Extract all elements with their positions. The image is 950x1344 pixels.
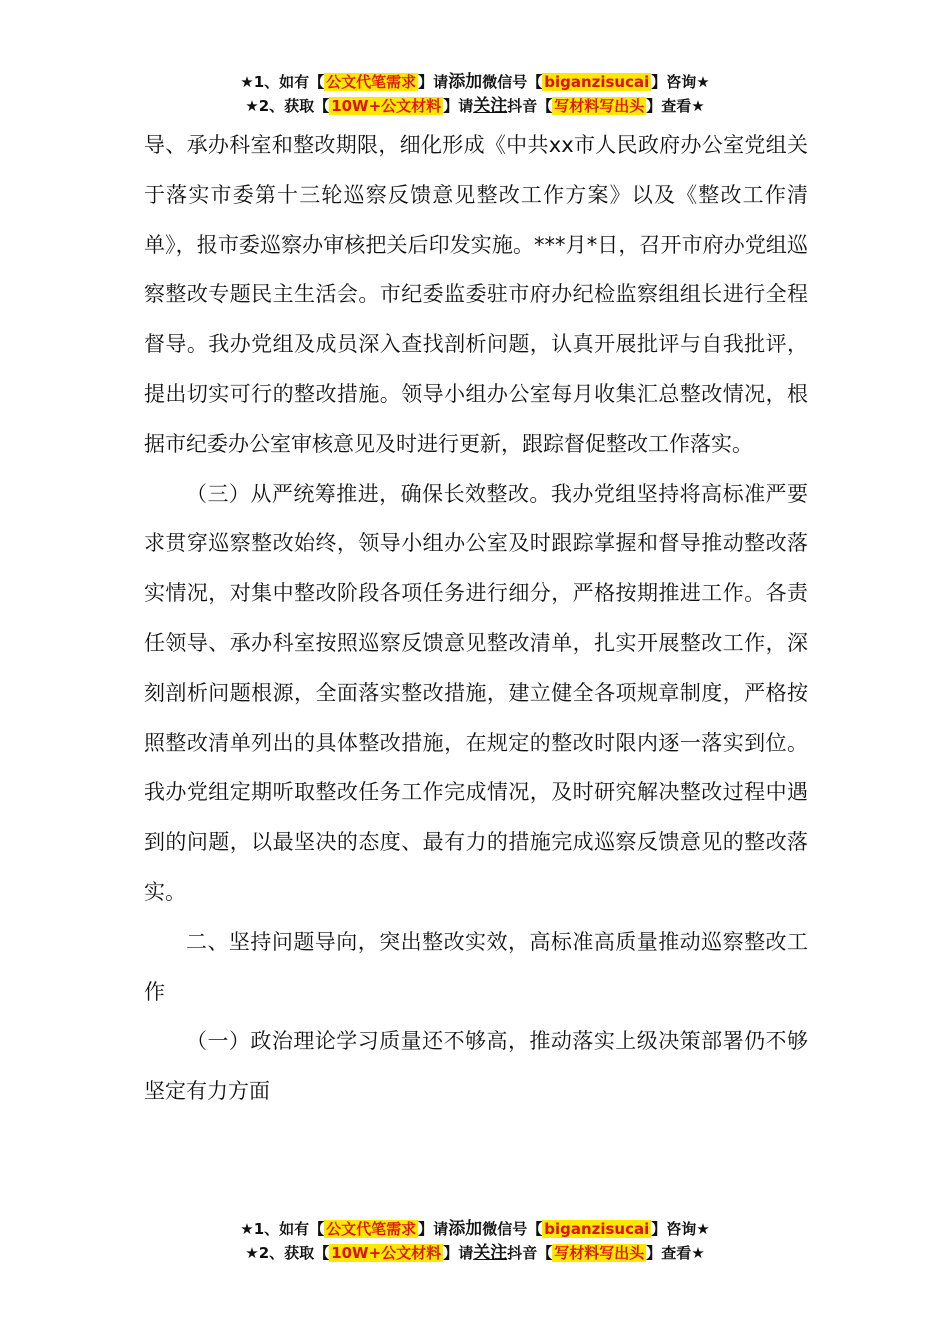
banner-text: ★2、获取【: [245, 97, 330, 115]
banner-text: ★2、获取【: [245, 1244, 330, 1262]
banner-text: 】咨询★: [651, 1220, 710, 1238]
banner-emphasis: 添加: [448, 1219, 483, 1239]
banner-text: 】查看★: [646, 97, 705, 115]
banner-text: 抖音【: [507, 1244, 553, 1262]
banner-text: ★1、如有【: [240, 73, 325, 91]
header-banner: [0, 70, 950, 118]
banner-text: 】请: [443, 1244, 474, 1262]
banner-emphasis: 关注: [473, 96, 508, 116]
banner-text: ★1、如有【: [240, 1220, 325, 1238]
highlight-wechat-id: biganzisucai: [544, 73, 650, 91]
footer-banner: [0, 1217, 950, 1265]
paragraph: 导、承办科室和整改期限，细化形成《中共xx市人民政府办公室党组关于落实市委第十三轮巡察反馈意见整改工作方案》以及《整改工作清单》，报市委巡察办审核把关后印发实施。***月*日，召开市府办党组巡察整改专题民主生活会。市纪委监委驻市府办纪检监察组组长进行全程督导。我办党组及成员深入查找剖析问题，认真开展批评与自我批评，提出切实可行的整改措施。领导小组办公室每月收集汇总整改情况，根据市纪委办公室审核意见及时进行更新，跟踪督促整改工作落实。: [144, 133, 808, 456]
highlight-ghostwriting: 公文代笔需求: [326, 73, 417, 91]
document-body: [144, 121, 808, 1117]
banner-text: 微信号【: [482, 73, 543, 91]
highlight-materials: 10W+公文材料: [331, 97, 442, 115]
subsection-heading: （一）政治理论学习质量还不够高，推动落实上级决策部署仍不够坚定有力方面: [144, 1029, 808, 1104]
banner-emphasis: 添加: [448, 72, 483, 92]
banner-text: 】咨询★: [651, 73, 710, 91]
banner-text: 微信号【: [482, 1220, 543, 1238]
banner-line-1: [0, 70, 950, 94]
banner-text: 】请: [418, 73, 449, 91]
highlight-ghostwriting: 公文代笔需求: [326, 1220, 417, 1238]
highlight-douyin: 写材料写出头: [554, 97, 645, 115]
banner-text: 抖音【: [507, 97, 553, 115]
section-heading: 二、坚持问题导向，突出整改实效，高标准高质量推动巡察整改工作: [144, 929, 808, 1004]
highlight-douyin: 写材料写出头: [554, 1244, 645, 1262]
banner-line-2: [0, 1241, 950, 1265]
banner-text: 】请: [418, 1220, 449, 1238]
highlight-wechat-id: biganzisucai: [544, 1220, 650, 1238]
banner-text: 】查看★: [646, 1244, 705, 1262]
highlight-materials: 10W+公文材料: [331, 1244, 442, 1262]
banner-line-2: [0, 94, 950, 118]
banner-emphasis: 关注: [473, 1243, 508, 1263]
paragraph: （三）从严统筹推进，确保长效整改。我办党组坚持将高标准严要求贯穿巡察整改始终，领导小组办公室及时跟踪掌握和督导推动整改落实情况，对集中整改阶段各项任务进行细分，严格按期推进工作。各责任领导、承办科室按照巡察反馈意见整改清单，扎实开展整改工作，深刻剖析问题根源，全面落实整改措施，建立健全各项规章制度，严格按照整改清单列出的具体整改措施，在规定的整改时限内逐一落实到位。我办党组定期听取整改任务工作完成情况，及时研究解决整改过程中遇到的问题，以最坚决的态度、最有力的措施完成巡察反馈意见的整改落实。: [144, 481, 808, 904]
banner-line-1: [0, 1217, 950, 1241]
banner-text: 】请: [443, 97, 474, 115]
